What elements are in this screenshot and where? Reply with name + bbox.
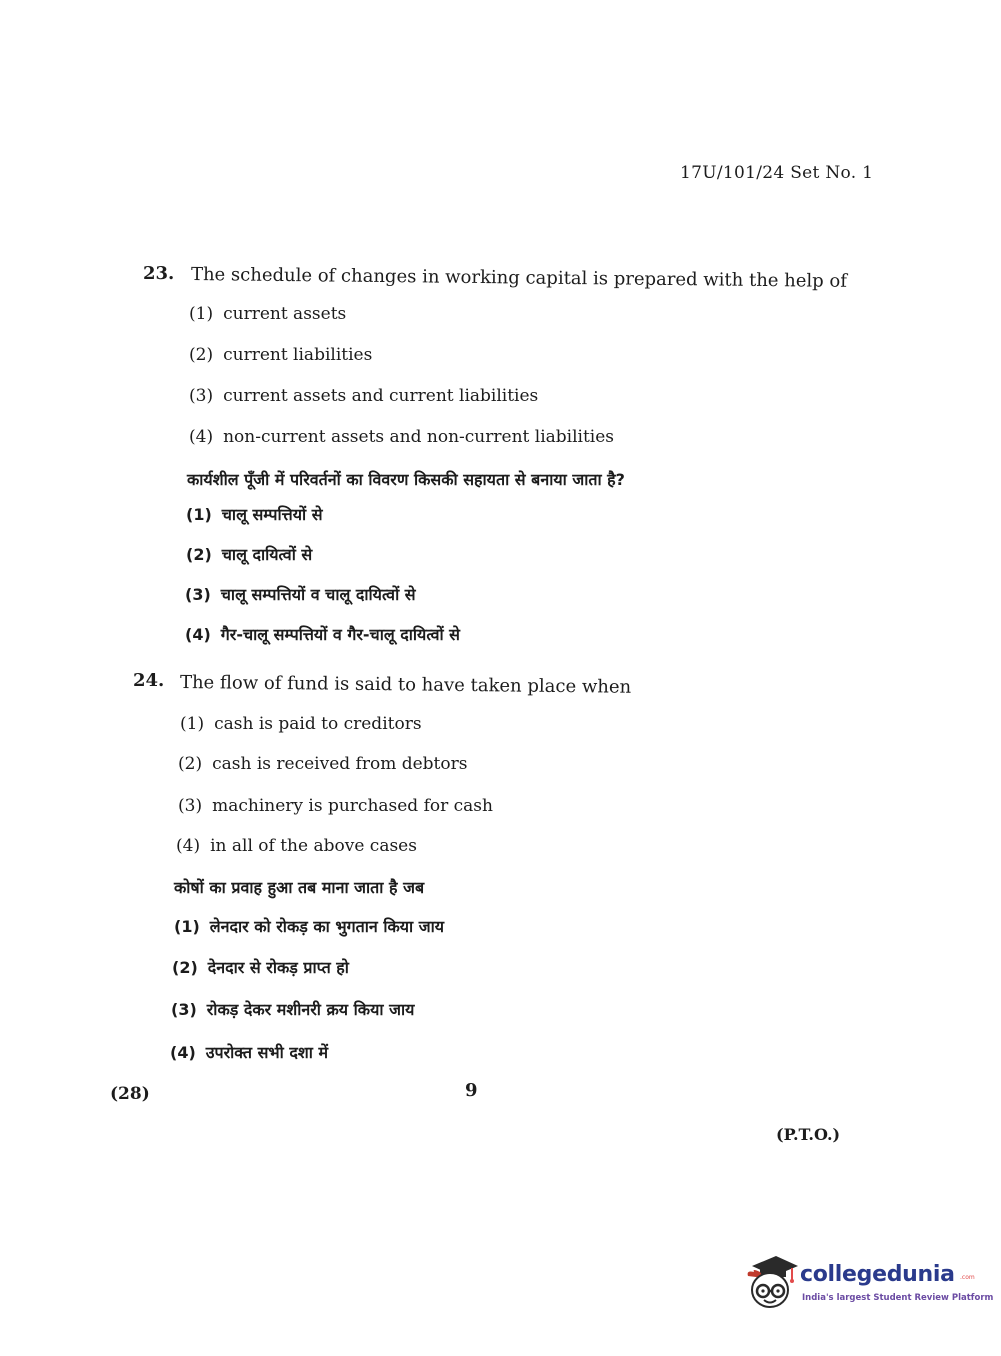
- question-24-text: The flow of fund is said to have taken place when: [179, 672, 632, 698]
- logo-suffix: .com: [960, 1274, 975, 1281]
- page-number: 9: [465, 1080, 478, 1101]
- q24-hindi-question: कोषों का प्रवाह हुआ तब माना जाता है जब: [174, 878, 425, 897]
- q24-hindi-option-2: (2) देनदार से रोकड़ प्राप्त हो: [172, 958, 349, 977]
- q24-option-3: (3) machinery is purchased for cash: [178, 796, 493, 816]
- q23-option-4: (4) non-current assets and non-current liabilities: [189, 427, 615, 447]
- logo-wordmark: collegedunia: [800, 1262, 955, 1287]
- q23-option-2: (2) current liabilities: [189, 345, 373, 365]
- question-24-number: 24.: [133, 670, 165, 691]
- collegedunia-logo[interactable]: [742, 1250, 994, 1320]
- q24-hindi-option-1: (1) लेनदार को रोकड़ का भुगतान किया जाय: [174, 917, 445, 936]
- q24-option-1: (1) cash is paid to creditors: [180, 714, 422, 734]
- q24-hindi-option-4: (4) उपरोक्त सभी दशा में: [170, 1043, 329, 1062]
- q23-hindi-option-4: (4) गैर-चालू सम्पत्तियों व गैर-चालू दायित्वों से: [185, 625, 460, 644]
- question-23-number: 23.: [143, 263, 175, 284]
- pto-label: (P.T.O.): [776, 1125, 841, 1144]
- q23-hindi-option-2: (2) चालू दायित्वों से: [186, 545, 313, 564]
- question-23-text: The schedule of changes in working capital is prepared with the help of: [190, 264, 848, 292]
- set-number: 17U/101/24 Set No. 1: [680, 163, 874, 183]
- q24-option-4: (4) in all of the above cases: [176, 836, 417, 856]
- q24-hindi-option-3: (3) रोकड़ देकर मशीनरी क्रय किया जाय: [171, 1000, 415, 1019]
- page-mark: (28): [110, 1084, 150, 1104]
- q23-option-1: (1) current assets: [189, 304, 347, 324]
- q23-option-3: (3) current assets and current liabilities: [189, 386, 539, 406]
- q23-hindi-question: कार्यशील पूँजी में परिवर्तनों का विवरण किसकी सहायता से बनाया जाता है?: [187, 470, 625, 489]
- mascot-icon: [742, 1250, 798, 1314]
- q23-hindi-option-3: (3) चालू सम्पत्तियों व चालू दायित्वों से: [185, 585, 416, 604]
- q23-hindi-option-1: (1) चालू सम्पत्तियों से: [186, 505, 323, 524]
- logo-tagline: India's largest Student Review Platform: [802, 1293, 994, 1303]
- q24-option-2: (2) cash is received from debtors: [178, 754, 468, 774]
